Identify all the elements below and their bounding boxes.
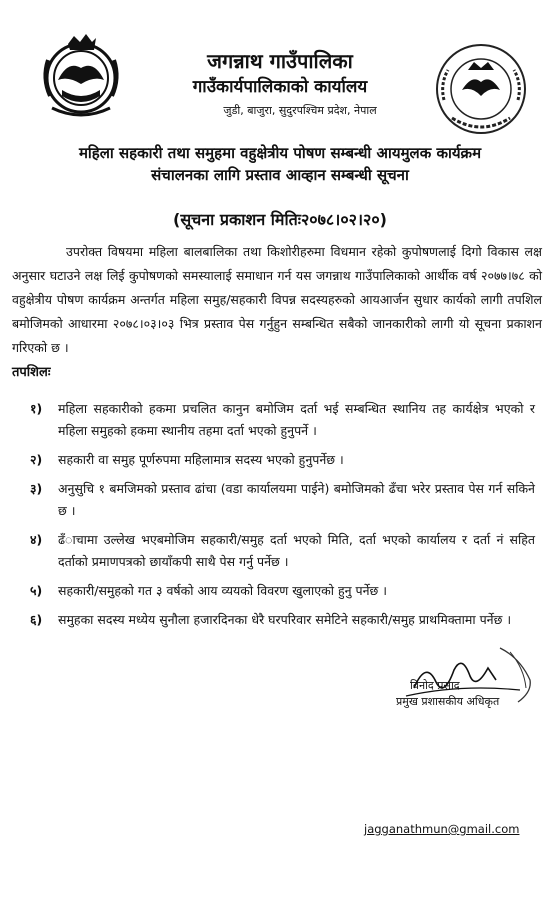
contact-email[interactable]: jagganathmun@gmail.com	[364, 822, 520, 836]
municipality-name: जगन्नाथ गाउँपालिका	[207, 49, 353, 73]
notice-title-line2: संचालनका लागि प्रस्ताव आव्हान सम्बन्धी सूचना	[151, 166, 409, 184]
office-address: जुडी, बाजुरा, सुदुरपश्चिम प्रदेश, नेपाल	[223, 104, 377, 117]
list-item-number: ३)	[30, 481, 43, 496]
list-item	[30, 478, 535, 522]
signatory-title: प्रमुख प्रशासकीय अधिकृत	[396, 695, 500, 708]
list-item	[30, 609, 535, 631]
list-item	[30, 449, 535, 471]
list-item-text: सहकारी/समुहको गत ३ वर्षको आय व्ययको विवरण खुलाएको हुनु पर्नेछ ।	[58, 583, 388, 598]
list-item-text: सहकारी वा समुह पूर्णरुपमा महिलामात्र सदस्य भएको हुनुपर्नेछ ।	[58, 452, 344, 467]
list-item	[30, 580, 535, 602]
list-item-number: ४)	[30, 532, 43, 547]
office-name: गाउँकार्यपालिकाको कार्यालय	[192, 77, 368, 97]
list-item-text: महिला सहकारीको हकमा प्रचलित कानुन बमोजिम दर्ता भई सम्बन्धित स्थानिय तह कार्यक्षेत्र भएको र महिला समुहको हकमा स्थानीय तहमा दर्ता भएको हुनुपर्ने ।	[58, 401, 535, 438]
list-item-number: ६)	[30, 612, 43, 627]
list-item	[30, 398, 535, 442]
nepal-emblem-icon	[38, 30, 124, 120]
notice-publish-date: (सूचना प्रकाशन मितिः२०७८।०२।२०)	[173, 210, 387, 229]
list-item-number: १)	[30, 401, 43, 416]
list-item	[30, 529, 535, 573]
list-item-text: समुहका सदस्य मध्येय सुनौला हजारदिनका धेरै घरपरिवार समेटिने सहकारी/समुह प्राथमिक्तामा पर्नेछ ।	[58, 612, 512, 627]
list-item-number: २)	[30, 452, 43, 467]
list-item-number: ५)	[30, 583, 43, 598]
notice-body: उपरोक्त विषयमा महिला बालबालिका तथा किशोरीहरुमा विधमान रहेको कुपोषणलाई दिगो विकास लक्ष अनुसार घटाउने लक्ष लिई कुपोषणको समस्यालाई समाधान गर्न यस जगन्नाथ गाउँपालिकाको आर्थीक वर्ष २०७७।७८ को वहुक्षेत्रीय पोषण कार्यक्रम अन्तर्गत महिला समुह/सहकारी विपन्न सदस्यहरुको आयआर्जन सुधार कार्यको लागी तपशिल बमोजिमको आधारमा २०७८।०३।०३ भित्र प्रस्ताव पेस गर्नुहुन सम्बन्धित सबैको जानकारीको लागी यो सूचना प्रकाशन गरिएको छ ।	[12, 244, 542, 355]
details-label: तपशिलः	[12, 365, 51, 380]
office-seal-icon	[432, 40, 530, 138]
list-item-text: अनुसुचि १ बमजिमको प्रस्ताव ढांचा (वडा कार्यालयमा पाईने) बमोजिमको ढँचा भरेर प्रस्ताव पेस गर्न सकिने छ ।	[58, 481, 535, 518]
notice-title-line1: महिला सहकारी तथा समुहमा वहुक्षेत्रीय पोषण सम्बन्धी आयमुलक कार्यक्रम	[78, 144, 482, 162]
details-list	[30, 398, 535, 638]
signatory-name: विनोद प्रसाद	[410, 679, 460, 692]
notice-title	[20, 142, 540, 186]
letterhead	[130, 50, 430, 118]
list-item-text: ढँाचामा उल्लेख भएबमोजिम सहकारी/समुह दर्ता भएको मिति, दर्ता भएको कार्यालय र दर्ता नं सहित दर्ताको प्रमाणपत्रको छायाँकपी साथै पेस गर्नु पर्नेछ ।	[58, 532, 535, 569]
